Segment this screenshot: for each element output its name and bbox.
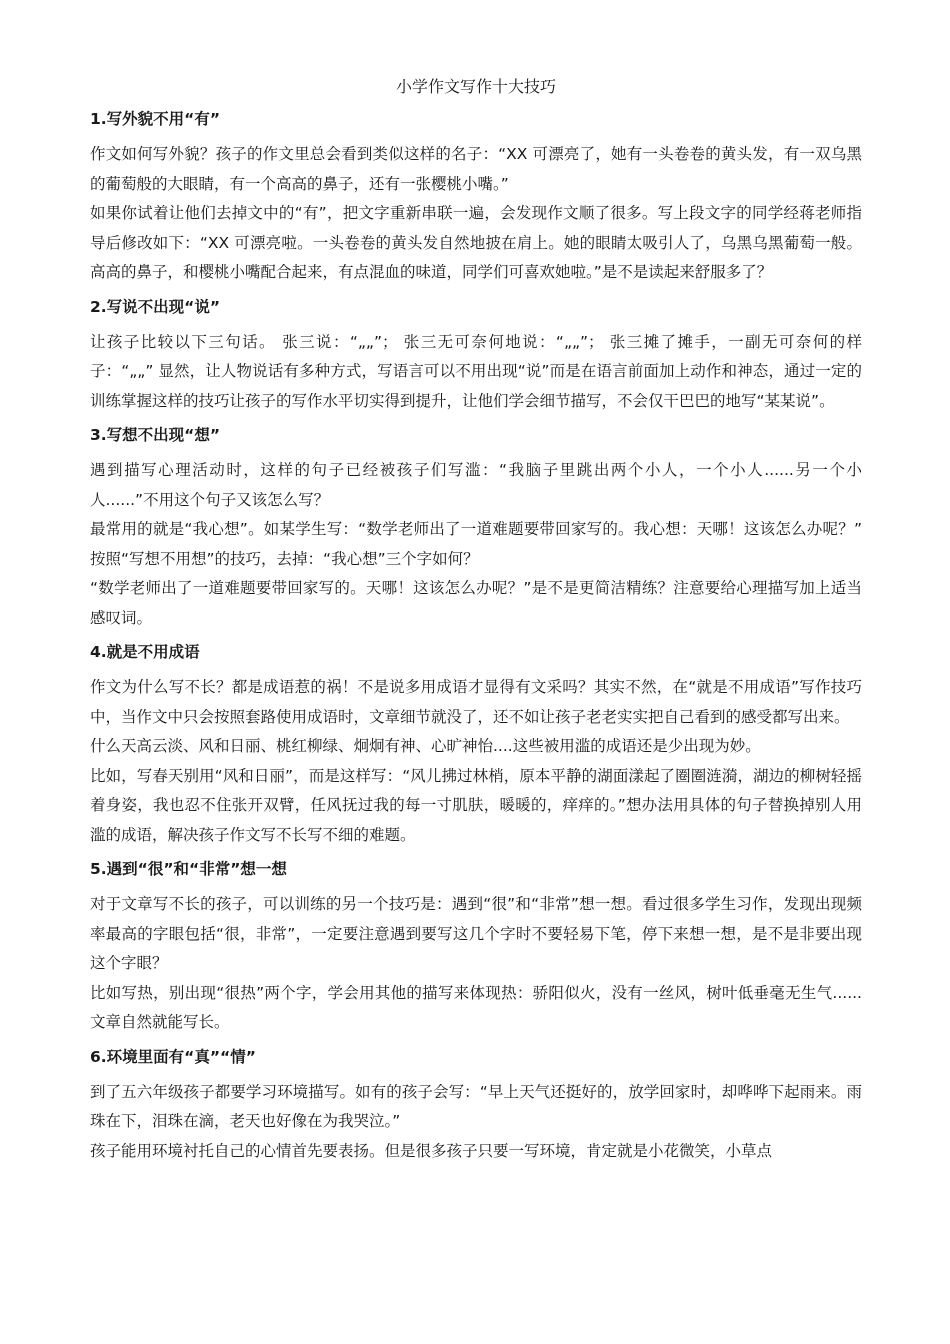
section-heading: 6.环境里面有“真”“情”: [90, 1047, 256, 1066]
section-5: [90, 856, 862, 1038]
section-6: [90, 1044, 862, 1167]
section-heading: 2.写说不出现“说”: [90, 297, 221, 316]
paragraph: 对于文章写不长的孩子，可以训练的另一个技巧是：遇到“很”和“非常”想一想。看过很多学生习作，发现出现频率最高的字眼包括“很，非常”，一定要注意遇到要写这几个字时不要轻易下笔，停下来想一想，是不是非要出现这个字眼？: [90, 895, 862, 972]
section-heading: 4.就是不用成语: [90, 643, 200, 661]
document-page: [90, 74, 862, 1170]
paragraph: 遇到描写心理活动时，这样的句子已经被孩子们写滥：“我脑子里跳出两个小人，一个小人......另一个小人......”不用这个句子又该怎么写？: [90, 461, 862, 509]
paragraph: 最常用的就是“我心想”。如某学生写：“数学老师出了一道难题要带回家写的。我心想：天哪！这该怎么办呢？” 按照“写想不用想”的技巧，去掉：“我心想”三个字如何？: [90, 520, 862, 568]
paragraph: 让孩子比较以下三句话。 张三说：“„„”； 张三无可奈何地说：“„„”； 张三摊了摊手，一副无可奈何的样子：“„„” 显然，让人物说话有多种方式，写语言可以不用出现“说”而是在语言前面加上动作和神态，通过一定的训练掌握这样的技巧让孩子的写作水平切实得到提升，让他们学会细节描写，不会仅干巴巴的地写“某某说”。: [90, 332, 862, 410]
section-heading: 3.写想不出现“想”: [90, 426, 221, 444]
paragraph: 比如写热，别出现“很热”两个字，学会用其他的描写来体现热：骄阳似火，没有一丝风，树叶低垂毫无生气......文章自然就能写长。: [90, 983, 862, 1031]
paragraph: 作文为什么写不长？都是成语惹的祸！不是说多用成语才显得有文采吗？其实不然，在“就是不用成语”写作技巧中，当作文中只会按照套路使用成语时，文章细节就没了，还不如让孩子老老实实把自己看到的感受都写出来。: [90, 678, 862, 726]
paragraph: 比如，写春天别用“风和日丽”，而是这样写：“风儿拂过林梢，原本平静的湖面漾起了圈圈涟漪，湖边的柳树轻摇着身姿，我也忍不住张开双臂，任风抚过我的每一寸肌肤，暖暖的，痒痒的。”想办法用具体的句子替换掉别人用滥的成语，解决孩子作文写不长写不细的难题。: [90, 766, 862, 844]
paragraph: 如果你试着让他们去掉文中的“有”，把文字重新串联一遍，会发现作文顺了很多。写上段文字的同学经蒋老师指导后修改如下：“XX 可漂亮啦。一头卷卷的黄头发自然地披在肩上。她的眼睛太吸引人了，乌黑乌黑葡萄一般。高高的鼻子，和樱桃小嘴配合起来，有点混血的味道，同学们可喜欢她啦。”是不是读起来舒服多了？: [90, 204, 862, 281]
section-heading: 1.写外貌不用“有”: [90, 110, 221, 128]
section-3: [90, 422, 862, 633]
section-1: [90, 106, 862, 288]
paragraph: 孩子能用环境衬托自己的心情首先要表扬。但是很多孩子只要一写环境，肯定就是小花微笑，小草点: [90, 1141, 773, 1160]
paragraph: “数学老师出了一道难题要带回家写的。天哪！这该怎么办呢？”是不是更简洁精练？注意要给心理描写加上适当感叹词。: [90, 579, 862, 627]
section-heading: 5.遇到“很”和“非常”想一想: [90, 860, 287, 878]
document-title: 小学作文写作十大技巧: [395, 77, 556, 96]
section-4: [90, 639, 862, 850]
paragraph: 作文如何写外貌？孩子的作文里总会看到类似这样的名子：“XX 可漂亮了，她有一头卷卷的黄头发，有一双乌黑的葡萄般的大眼睛，有一个高高的鼻子，还有一张樱桃小嘴。”: [90, 145, 862, 193]
section-2: [90, 294, 862, 417]
paragraph: 到了五六年级孩子都要学习环境描写。如有的孩子会写：“早上天气还挺好的，放学回家时，却哗哗下起雨来。雨珠在下，泪珠在滴，老天也好像在为我哭泣。”: [90, 1082, 862, 1130]
paragraph: 什么天高云淡、风和日丽、桃红柳绿、炯炯有神、心旷神怡....这些被用滥的成语还是少出现为妙。: [90, 737, 761, 755]
